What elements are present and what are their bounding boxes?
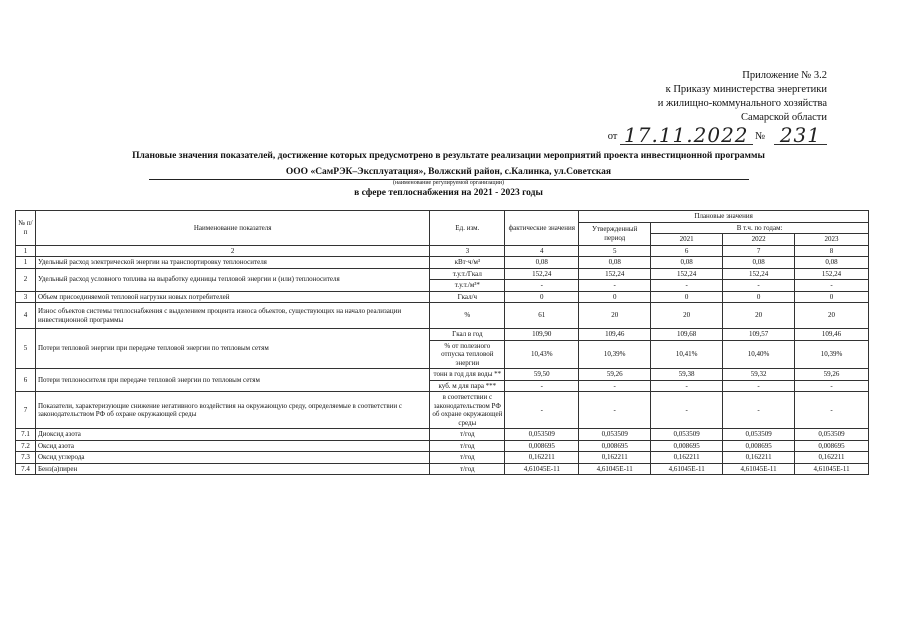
col-number: 8: [795, 245, 869, 257]
row-2023: 0,162211: [795, 452, 869, 464]
row-2023: 0,008695: [795, 440, 869, 452]
number-prefix: №: [755, 131, 766, 142]
row-2022: 20: [723, 303, 795, 329]
row-approved: 109,46: [579, 329, 651, 341]
header-year-2023: 2023: [795, 234, 869, 246]
row-2022: 59,32: [723, 369, 795, 381]
row-actual: 0,053509: [505, 429, 579, 441]
row-name: Оксид азота: [35, 440, 429, 452]
row-2023: 0: [795, 291, 869, 303]
row-approved: 0,008695: [579, 440, 651, 452]
col-number: 6: [651, 245, 723, 257]
row-actual: 0,08: [505, 257, 579, 269]
row-2022: 0,008695: [723, 440, 795, 452]
row-2022: 10,40%: [723, 340, 795, 369]
row-2023: -: [795, 280, 869, 292]
row-2022: 0: [723, 291, 795, 303]
table-row: [16, 452, 869, 464]
row-2023: 152,24: [795, 268, 869, 280]
column-number-row: [16, 245, 869, 257]
organization-name: ООО «СамРЭК–Эксплуатация», Волжский район, с.Калинка, ул.Советская: [149, 166, 749, 180]
col-number: 5: [579, 245, 651, 257]
row-actual: 59,50: [505, 369, 579, 381]
row-unit: кВт·ч/м³: [430, 257, 505, 269]
row-2022: 152,24: [723, 268, 795, 280]
row-actual: 0,162211: [505, 452, 579, 464]
row-num: 3: [16, 291, 36, 303]
row-actual: 4,61045E-11: [505, 463, 579, 475]
appendix-block: [608, 69, 827, 145]
table-row: [16, 392, 869, 429]
row-name: Оксид углерода: [35, 452, 429, 464]
row-unit: т.у.т./м³*: [430, 280, 505, 292]
organization-caption: (наименование регулируемой организации): [392, 180, 505, 186]
row-unit: Гкал/ч: [430, 291, 505, 303]
header-planned: Плановые значения: [579, 211, 869, 223]
table-row: [16, 257, 869, 269]
row-2021: 0: [651, 291, 723, 303]
row-unit: т/год: [430, 429, 505, 441]
row-2021: 10,41%: [651, 340, 723, 369]
title-line-1: Плановые значения показателей, достижение которых предусмотрено в результате реализации мероприятий проекта инвестиционной программы: [132, 151, 765, 161]
row-2023: -: [795, 392, 869, 429]
row-2022: -: [723, 392, 795, 429]
row-name: Удельный расход электрической энергии на транспортировку теплоносителя: [35, 257, 429, 269]
row-actual: 0: [505, 291, 579, 303]
indicators-table: [15, 210, 869, 475]
row-2023: 59,26: [795, 369, 869, 381]
row-2021: -: [651, 392, 723, 429]
row-unit: т.у.т./Гкал: [430, 268, 505, 280]
col-number: 7: [723, 245, 795, 257]
row-unit: Гкал в год: [430, 329, 505, 341]
row-actual: -: [505, 392, 579, 429]
row-unit: % от полезного отпуска тепловой энергии: [430, 340, 505, 369]
col-number: 1: [16, 245, 36, 257]
row-2022: 109,57: [723, 329, 795, 341]
col-number: 3: [430, 245, 505, 257]
row-approved: 59,26: [579, 369, 651, 381]
header-approved: Утвержденный период: [579, 222, 651, 245]
row-unit: %: [430, 303, 505, 329]
row-approved: 0,162211: [579, 452, 651, 464]
row-actual: 109,90: [505, 329, 579, 341]
row-actual: 10,43%: [505, 340, 579, 369]
row-2021: -: [651, 380, 723, 392]
row-num: 6: [16, 369, 36, 392]
row-actual: -: [505, 380, 579, 392]
row-2021: 0,162211: [651, 452, 723, 464]
row-actual: 0,008695: [505, 440, 579, 452]
row-num: 7.4: [16, 463, 36, 475]
row-unit: в соответствии с законодательством РФ об охране окружающей среды: [430, 392, 505, 429]
row-num: 2: [16, 268, 36, 291]
row-2021: 0,053509: [651, 429, 723, 441]
row-actual: 61: [505, 303, 579, 329]
row-unit: куб. м для пара ***: [430, 380, 505, 392]
row-2023: 20: [795, 303, 869, 329]
row-approved: 20: [579, 303, 651, 329]
row-unit: т/год: [430, 440, 505, 452]
row-actual: 152,24: [505, 268, 579, 280]
header-year-2022: 2022: [723, 234, 795, 246]
row-approved: 0,053509: [579, 429, 651, 441]
row-2023: -: [795, 380, 869, 392]
row-name: Бенз(а)пирен: [35, 463, 429, 475]
row-2022: 0,162211: [723, 452, 795, 464]
row-num: 7.2: [16, 440, 36, 452]
row-actual: -: [505, 280, 579, 292]
row-num: 1: [16, 257, 36, 269]
row-2021: 20: [651, 303, 723, 329]
row-name: Показатели, характеризующие снижение негативного воздействия на окружающую среду, определяемые в соответствии с законодательством РФ об охране окружающей среды: [35, 392, 429, 429]
table-row: [16, 291, 869, 303]
row-approved: -: [579, 280, 651, 292]
row-unit: т/год: [430, 463, 505, 475]
row-2023: 10,39%: [795, 340, 869, 369]
appendix-line-4: Самарской области: [741, 112, 827, 123]
handwritten-date: 17.11.2022: [620, 128, 753, 145]
row-num: 7.1: [16, 429, 36, 441]
row-approved: -: [579, 380, 651, 392]
row-2021: 152,24: [651, 268, 723, 280]
col-number: 2: [35, 245, 429, 257]
header-num: № п/п: [16, 211, 36, 246]
title-line-3: в сфере теплоснабжения на 2021 - 2023 годы: [354, 188, 543, 198]
row-2021: 59,38: [651, 369, 723, 381]
appendix-line-1: Приложение № 3.2: [742, 70, 827, 81]
row-name: Объем присоединяемой тепловой нагрузки новых потребителей: [35, 291, 429, 303]
row-name: Удельный расход условного топлива на выработку единицы тепловой энергии и (или) теплоносителя: [35, 268, 429, 291]
row-unit: тонн в год для воды **: [430, 369, 505, 381]
header-by-years: В т.ч. по годам:: [651, 222, 869, 234]
appendix-line-3: и жилищно-коммунального хозяйства: [657, 98, 827, 109]
row-2021: -: [651, 280, 723, 292]
table-row: [16, 369, 869, 381]
header-name: Наименование показателя: [35, 211, 429, 246]
row-2022: 4,61045E-11: [723, 463, 795, 475]
row-approved: 0: [579, 291, 651, 303]
row-approved: 4,61045E-11: [579, 463, 651, 475]
row-approved: 0,08: [579, 257, 651, 269]
row-2023: 0,053509: [795, 429, 869, 441]
row-approved: -: [579, 392, 651, 429]
table-row: [16, 303, 869, 329]
header-unit: Ед. изм.: [430, 211, 505, 246]
row-2023: 4,61045E-11: [795, 463, 869, 475]
order-date-number: [607, 123, 827, 147]
row-2022: 0,053509: [723, 429, 795, 441]
row-name: Потери теплоносителя при передаче тепловой энергии по тепловым сетям: [35, 369, 429, 392]
table-row: [16, 440, 869, 452]
table-row: [16, 329, 869, 341]
row-num: 4: [16, 303, 36, 329]
row-2022: 0,08: [723, 257, 795, 269]
row-2022: -: [723, 280, 795, 292]
table-row: [16, 268, 869, 280]
table-row: [16, 463, 869, 475]
row-2021: 0,08: [651, 257, 723, 269]
appendix-line-2: к Приказу министерства энергетики: [665, 84, 827, 95]
row-2021: 0,008695: [651, 440, 723, 452]
row-num: 7: [16, 392, 36, 429]
date-prefix: от: [607, 131, 618, 142]
row-name: Диоксид азота: [35, 429, 429, 441]
row-2023: 0,08: [795, 257, 869, 269]
handwritten-number: 231: [774, 128, 827, 145]
col-number: 4: [505, 245, 579, 257]
row-name: Потери тепловой энергии при передаче тепловой энергии по тепловым сетям: [35, 329, 429, 369]
row-approved: 152,24: [579, 268, 651, 280]
header-actual: фактические значения: [505, 211, 579, 246]
row-2022: -: [723, 380, 795, 392]
row-unit: т/год: [430, 452, 505, 464]
row-2021: 109,68: [651, 329, 723, 341]
row-num: 7.3: [16, 452, 36, 464]
table-row: [16, 429, 869, 441]
row-num: 5: [16, 329, 36, 369]
row-2021: 4,61045E-11: [651, 463, 723, 475]
row-approved: 10,39%: [579, 340, 651, 369]
document-title: [26, 150, 871, 200]
header-year-2021: 2021: [651, 234, 723, 246]
row-2023: 109,46: [795, 329, 869, 341]
row-name: Износ объектов системы теплоснабжения с выделением процента износа объектов, существующих на начало реализации инвестиционной программы: [35, 303, 429, 329]
